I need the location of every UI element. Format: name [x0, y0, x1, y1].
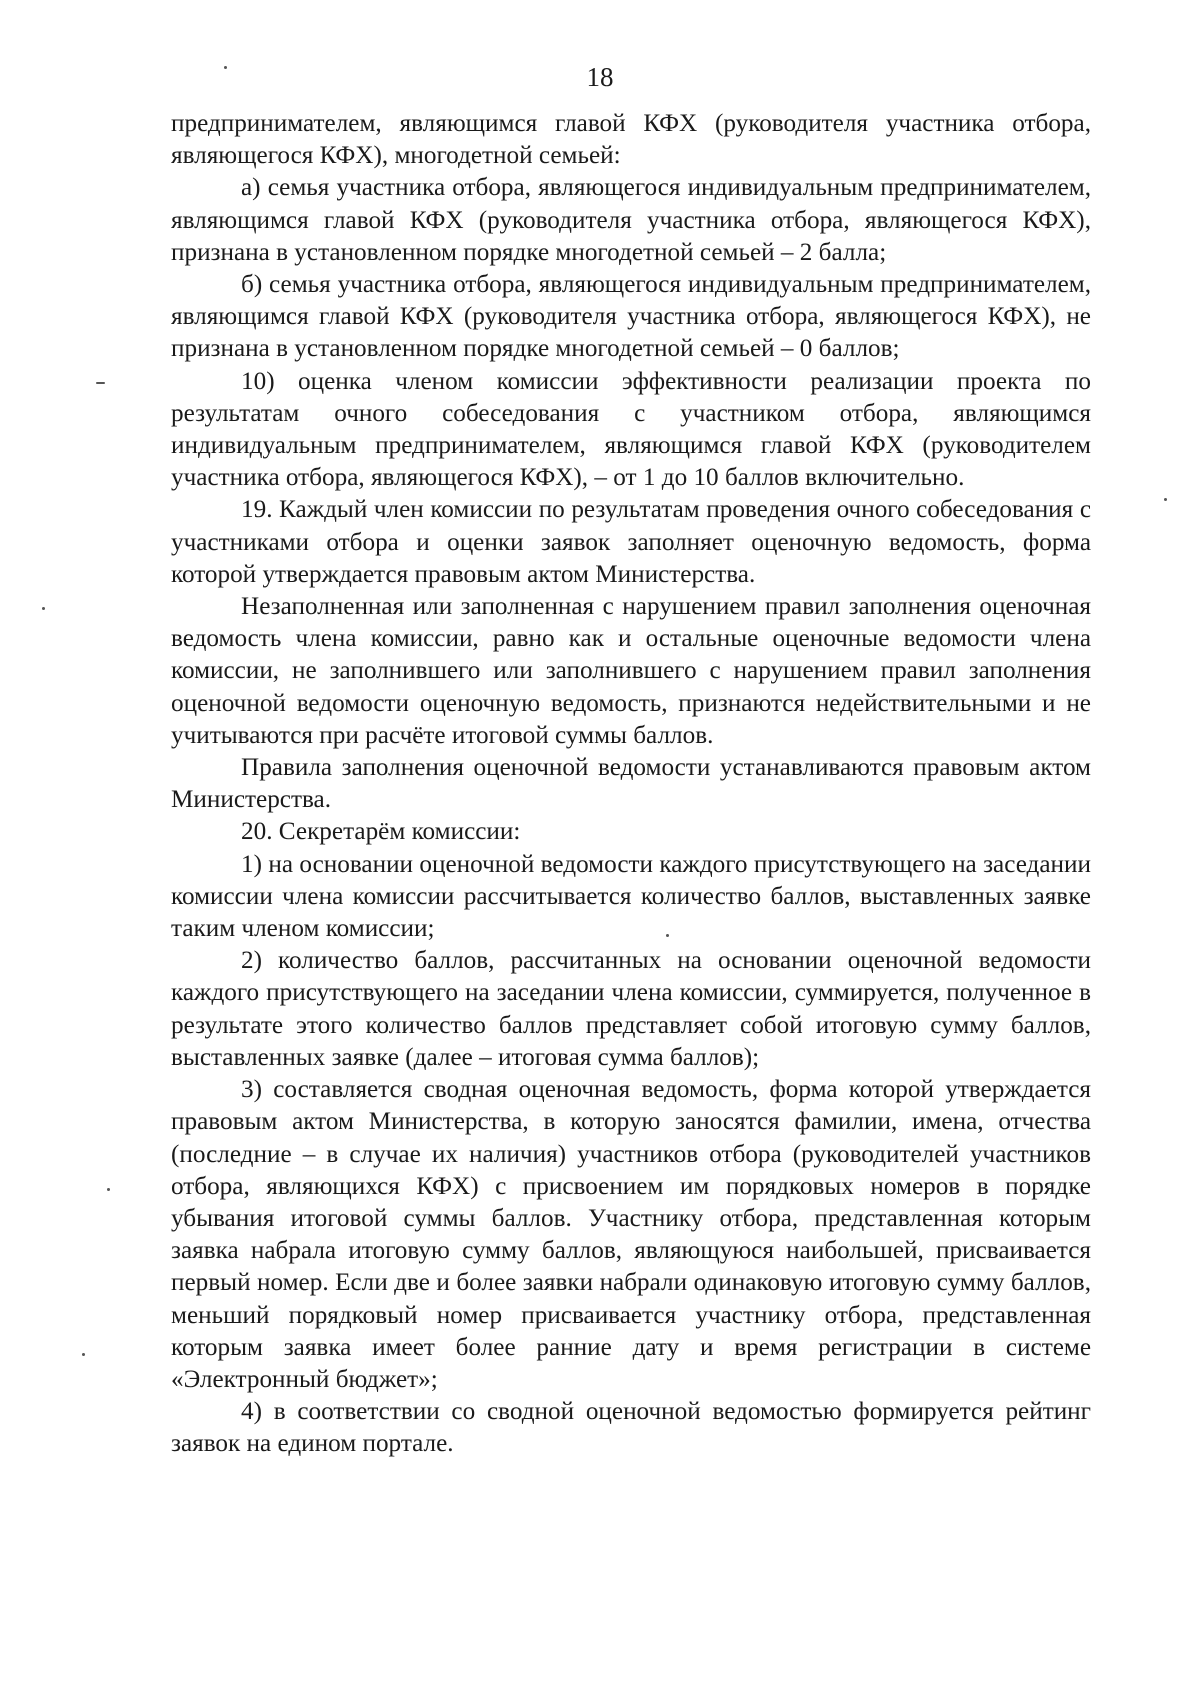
paragraph-item-b: б) семья участника отбора, являющегося индивидуальным предпринимателем, являющимся главой КФХ (руководителя участника отбора, являющегося КФХ), не признана в установленном порядке многодетной семьей – 0 баллов; [171, 271, 1091, 363]
paragraph-clause-20: 20. Секретарём комиссии: [241, 818, 521, 846]
paragraph-item-10: 10) оценка членом комиссии эффективности реализации проекта по результатам очного собеседования с участником отбора, являющимся индивидуальным предпринимателем, являющимся главой КФХ (руководителем участника отбора, являющегося КФХ), – от 1 до 10 баллов включительно. [171, 367, 1091, 492]
paragraph-item-3: 3) составляется сводная оценочная ведомость, форма которой утверждается правовым актом Министерства, в которую заносятся фамилии, имена, отчества (последние – в случае их наличия) участников отбора (руководителей участников отбора, являющихся КФХ) с присвоением им порядковых номеров в порядке убывания итоговой суммы баллов. Участнику отбора, представленная которым заявка набрала итоговую сумму баллов, являющуюся наибольшей, присваивается первый номер. Если две и более заявки набрали одинаковую итоговую сумму баллов, меньший порядковый номер присваивается участнику отбора, представленная которым заявка имеет более ранние дату и время регистрации в системе «Электронный бюджет»; [171, 1076, 1091, 1393]
paragraph-clause-19: 19. Каждый член комиссии по результатам проведения очного собеседования с участниками отбора и оценки заявок заполняет оценочную ведомость, форма которой утверждается правовым актом Министерства. [171, 496, 1091, 588]
scan-speck [82, 1353, 85, 1356]
scan-speck [1164, 498, 1167, 501]
paragraph-item-4: 4) в соответствии со сводной оценочной ведомостью формируется рейтинг заявок на едином портале. [171, 1398, 1091, 1458]
scan-speck [666, 934, 669, 937]
paragraph-filling-rules: Правила заполнения оценочной ведомости устанавливаются правовым актом Министерства. [171, 754, 1091, 814]
scan-speck [96, 382, 105, 384]
page-number: 18 [586, 62, 614, 92]
paragraph-item-1: 1) на основании оценочной ведомости каждого присутствующего на заседании комиссии члена комиссии рассчитывается количество баллов, выставленных заявке таким членом комиссии; [171, 850, 1091, 943]
paragraph-item-a: а) семья участника отбора, являющегося индивидуальным предпринимателем, являющимся главой КФХ (руководителя участника отбора, являющегося КФХ), признана в установленном порядке многодетной семьей – 2 балла; [171, 174, 1091, 266]
paragraph-invalid-sheets: Незаполненная или заполненная с нарушением правил заполнения оценочная ведомость члена комиссии, равно как и остальные оценочные ведомости члена комиссии, не заполнившего или заполнившего с нарушением правил заполнения оценочной ведомости оценочную ведомость, признаются недействительными и не учитываются при расчёте итоговой суммы баллов. [171, 593, 1091, 749]
document-body [171, 108, 1091, 1461]
scan-speck [224, 66, 227, 69]
paragraph-item-2: 2) количество баллов, рассчитанных на основании оценочной ведомости каждого присутствующего на заседании члена комиссии, суммируется, полученное в результате этого количество баллов представляет собой итоговую сумму баллов, выставленных заявке (далее – итоговая сумма баллов); [171, 947, 1091, 1071]
scan-speck [42, 607, 45, 610]
scan-speck [107, 1188, 110, 1191]
paragraph-continuation: предпринимателем, являющимся главой КФХ (руководителя участника отбора, являющегося КФХ), многодетной семьей: [171, 110, 1091, 170]
